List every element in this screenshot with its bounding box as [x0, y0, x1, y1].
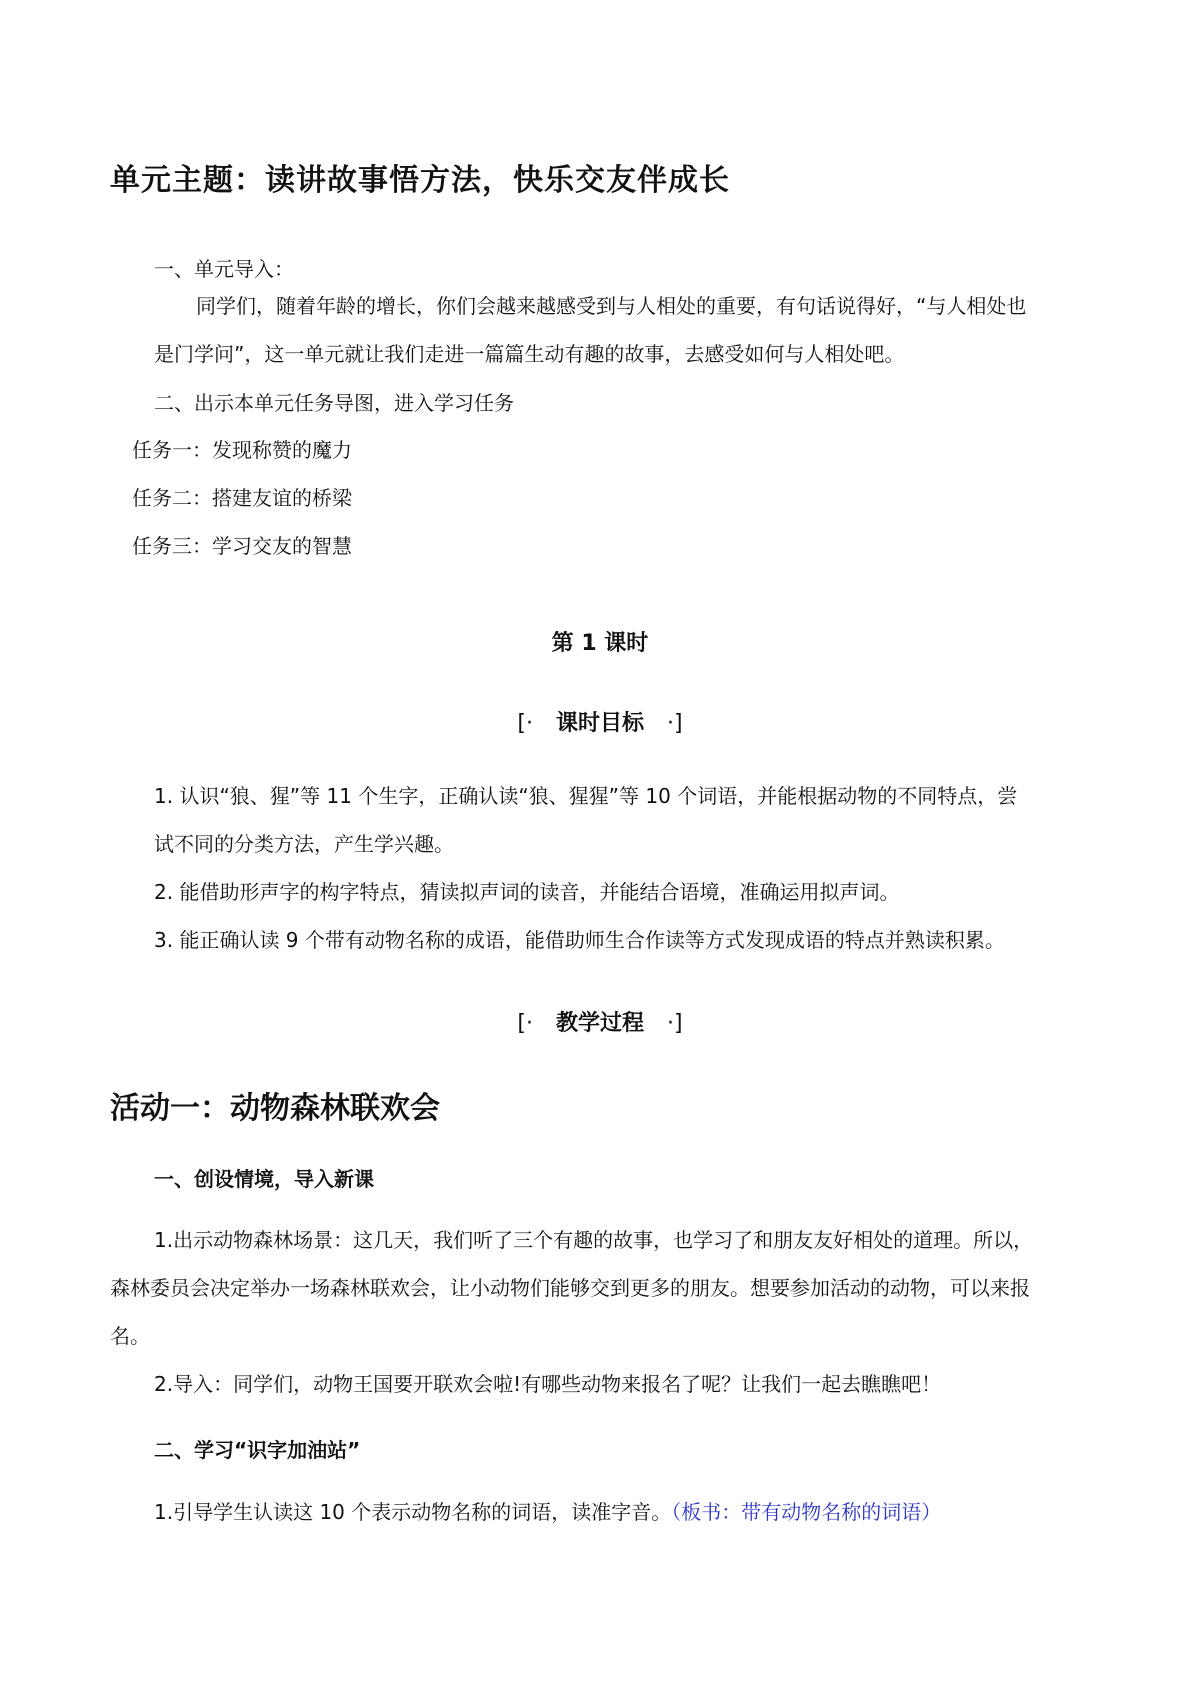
section-2-paragraph-1 — [154, 1498, 941, 1526]
objective-item-3: 3. 能正确认读 9 个带有动物名称的成语，能借助师生合作读等方式发现成语的特点并熟读积累。 — [154, 928, 1005, 952]
intro-paragraph-line1: 同学们，随着年龄的增长，你们会越来越感受到与人相处的重要，有句话说得好，“与人相处也 — [196, 294, 1027, 318]
section-2-heading: 二、学习“识字加油站” — [154, 1438, 361, 1462]
objectives-heading — [0, 706, 1200, 737]
objective-item-2: 2. 能借助形声字的构字特点，猜读拟声词的读音，并能结合语境，准确运用拟声词。 — [154, 880, 900, 904]
process-heading-label: 教学过程 — [555, 1011, 644, 1036]
task-item: 任务三：学习交友的智慧 — [132, 534, 352, 558]
activity-1-title: 活动一：动物森林联欢会 — [110, 1091, 440, 1126]
lesson-title: 第 1 课时 — [551, 631, 649, 656]
bracket-open: [· — [517, 711, 533, 736]
task-item: 任务二：搭建友谊的桥梁 — [132, 486, 352, 510]
bracket-close: ·] — [666, 711, 683, 736]
objective-item-1-line2: 试不同的分类方法，产生学兴趣。 — [154, 832, 454, 856]
task-item: 任务一：发现称赞的魔力 — [132, 438, 352, 462]
section-1-paragraph-1-line2: 森林委员会决定举办一场森林联欢会，让小动物们能够交到更多的朋友。想要参加活动的动物，可以来报 — [110, 1276, 1030, 1300]
section-2-paragraph-1-text: 1.引导学生认读这 10 个表示动物名称的词语，读准字音。 — [154, 1500, 672, 1524]
section-1-paragraph-1-line3: 名。 — [110, 1324, 150, 1348]
section-1-paragraph-2: 2.导入：同学们，动物王国要开联欢会啦!有哪些动物来报名了呢？让我们一起去瞧瞧吧！ — [154, 1372, 942, 1396]
tasks-intro: 二、出示本单元任务导图，进入学习任务 — [154, 391, 514, 415]
bracket-close: ·] — [666, 1011, 683, 1036]
objective-item-1-line1: 1. 认识“狼、猩”等 11 个生字，正确认读“狼、猩猩”等 10 个词语，并能根据动物的不同特点，尝 — [154, 784, 1018, 808]
process-heading — [0, 1006, 1200, 1037]
section-1-heading: 一、创设情境，导入新课 — [154, 1167, 374, 1191]
intro-paragraph-line2: 是门学问”，这一单元就让我们走进一篇篇生动有趣的故事，去感受如何与人相处吧。 — [154, 342, 905, 366]
blackboard-note: （板书：带有动物名称的词语） — [671, 1500, 942, 1524]
objectives-heading-label: 课时目标 — [555, 711, 644, 736]
intro-heading: 一、单元导入： — [154, 257, 294, 281]
section-1-paragraph-1-line1: 1.出示动物森林场景：这几天，我们听了三个有趣的故事，也学习了和朋友友好相处的道理。所以， — [154, 1228, 1034, 1252]
bracket-open: [· — [517, 1011, 533, 1036]
unit-theme-title: 单元主题：读讲故事悟方法，快乐交友伴成长 — [110, 163, 730, 198]
